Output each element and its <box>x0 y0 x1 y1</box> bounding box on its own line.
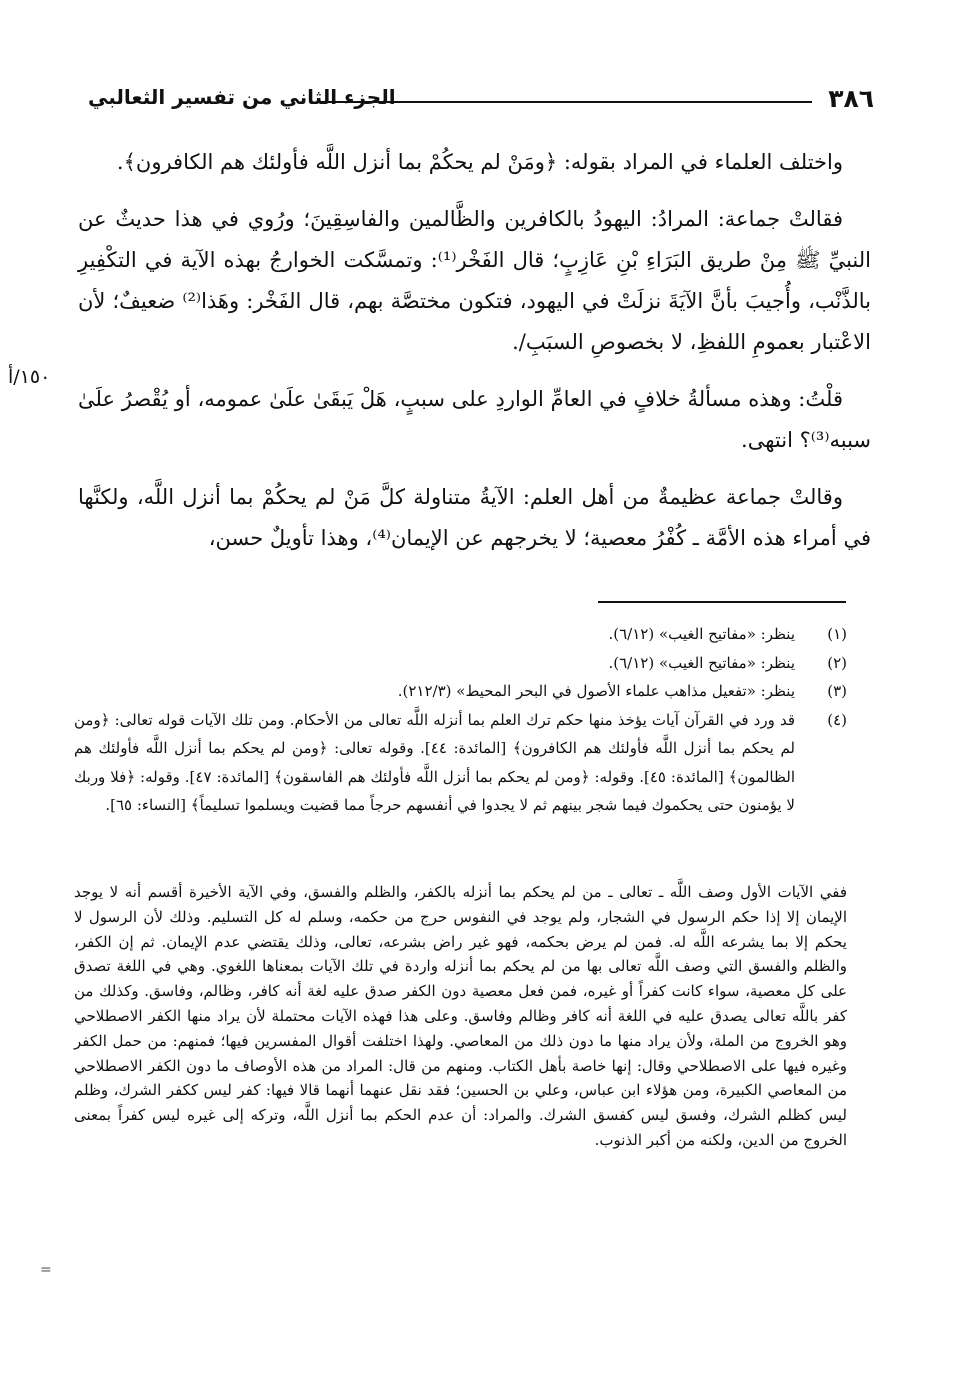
manuscript-folio-marker: ١٥٠/أ <box>8 366 51 388</box>
footnote <box>74 706 847 820</box>
footnotes <box>74 620 847 820</box>
footnote-number: (٤) <box>827 710 847 729</box>
footnote <box>74 649 847 678</box>
footnote-continuation <box>74 880 847 1153</box>
footnote-number: (١) <box>827 625 847 643</box>
footnote-continuation-text: ففي الآيات الأول وصف اللَّه ـ تعالى ـ من لم يحكم بما أنزله بالكفر، والظلم والفسق، وفي الآية الأخيرة أقسم أنه لا يوجد الإيمان إلا إذا حكم الرسول في الشجار، ولم يوجد في النفوس حرج من حكمه، وسلم له كل التسليم. وذلك لأن الرسول لا يحكم إلا بما يشرعه اللَّه له. فمن لم يرض بحكمه، فهو غير راض بشرعه، تعالى، وذلك يقتضي عدم الإيمان. ثم إن الكفر، والظلم والفسق التي وصف اللَّه تعالى بها من لم يحكم بما أنزله واردة في تلك الآيات بمعناها اللغوي. وهي في اللغة تصدق على كل معصية، سواء كانت كفراً أو غيره، فمن فعل معصية دون الكفر صدق عليه لغة أنه كافر، وظالم، وفاسق. وكذلك من كفر باللَّه تعالى يصدق عليه في اللغة أنه كافر وظالم وفاسق. وعلى هذا فهذه الآيات محتملة لأن يراد منها الكفر الاصطلاحي وهو الخروج من الملة، ولأن يراد منها ما دون ذلك من المعاصي. ولهذا اختلفت أقوال المفسرين فيها؛ فمنهم: من حمل الكفر وغيره فيها على الاصطلاحي وقال: إنها خاصة بأهل الكتاب. ومنهم من قال: المراد من هذه الأوصاف ما دون الكفر الاصطلاحي من المعاصي الكبيرة، ومن هؤلاء ابن عباس، وعلي بن الحسين؛ فقد نقل عنهما أنهما قالا فيها: كفر ليس ككفر الشرك، وظلم ليس كظلم الشرك، وفسق ليس كفسق الشرك. والمراد: أن عدم الحكم بما أنزل اللَّه، وتركه إلى غيره ليس كفراً بمعنى الخروج من الدين، ولكنه من أكبر الذنوب. <box>74 883 847 1149</box>
paragraph: فقالتْ جماعة: المرادُ: اليهودُ بالكافرين والظَّالمين والفاسِقِينَ؛ ورُوي في هذا حديثٌ عن النبيِّ ﷺ مِنْ طريق البَرَاءِ بْنِ عَازِبٍ؛ قال الفَخْر⁽¹⁾: وتمسَّكت الخوارجُ بهذه الآية في التكْفِيرِ بالذَّنْب، وأُجيبَ بأنَّ الآيَةَ نزلَتْ في اليهود، فتكون مختصَّة بهم، قال الفَخْر: وهَذا⁽²⁾ ضعيفٌ؛ لأن الاعْتبار بعمومِ اللفظِ، لا بخصوصِ السبَبِ/. <box>78 207 872 354</box>
footnote-text: ينظر: «تفعيل مذاهب علماء الأصول في البحر المحيط» (٢١٢/٣). <box>397 682 795 700</box>
page-number: ٣٨٦ <box>828 84 874 113</box>
footnote-separator <box>598 601 846 603</box>
footnote-number: (٣) <box>827 682 847 700</box>
paragraph: وقالتْ جماعة عظيمةٌ من أهل العلم: الآيةُ متناولة كلَّ مَنْ لم يحكُمْ بما أنزل اللَّه، ولكنَّها في أمراء هذه الأمَّة ـ كُفْرُ معصية؛ لا يخرجهم عن الإيمان⁽⁴⁾، وهذا تأويلٌ حسن، <box>78 485 871 550</box>
page-header <box>88 84 874 118</box>
footnote-number: (٢) <box>827 653 847 672</box>
paragraph: واختلف العلماء في المراد بقوله: ﴿ومَنْ لم يحكُمْ بما أنزل اللَّه فأولئك هم الكافرون﴾. <box>116 150 843 174</box>
running-title: الجزء الثاني من تفسير الثعالبي <box>88 85 396 109</box>
footnote-text: ينظر: «مفاتيح الغيب» (٦/١٢). <box>608 653 795 672</box>
footnote-text: قد ورد في القرآن آيات يؤخذ منها حكم ترك العلم بما أنزله اللَّه تعالى من الأحكام. ومن تلك الآيات قوله تعالى: ﴿ومن لم يحكم بما أنزل اللَّه فأولئك هم الكافرون﴾ [المائدة: ٤٤]. وقوله تعالى: ﴿ومن لم يحكم بما أنزل اللَّه فأولئك هم الظالمون﴾ [المائدة: ٤٥]. وقوله: ﴿ومن لم يحكم بما أنزل اللَّه فأولئك هم الفاسقون﴾ [المائدة: ٤٧]. وقوله: ﴿فلا وربك لا يؤمنون حتى يحكموك فيما شجر بينهم ثم لا يجدوا في أنفسهم حرجاً مما قضيت ويسلموا تسليماً﴾ [النساء: ٦٥]. <box>74 710 796 814</box>
footnote <box>74 620 847 649</box>
main-text <box>78 142 871 575</box>
footnote <box>74 677 847 706</box>
continuation-mark: = <box>40 1262 52 1278</box>
paragraph: قلْتُ: وهذه مسألةُ خلافٍ في العامِّ الواردِ على سببٍ، هَلْ يَبقَىٰ علَىٰ عمومه، أو يُقْصرُ علَىٰ سببه⁽³⁾؟ انتهى. <box>78 387 871 452</box>
footnote-text: ينظر: «مفاتيح الغيب» (٦/١٢). <box>608 625 795 643</box>
